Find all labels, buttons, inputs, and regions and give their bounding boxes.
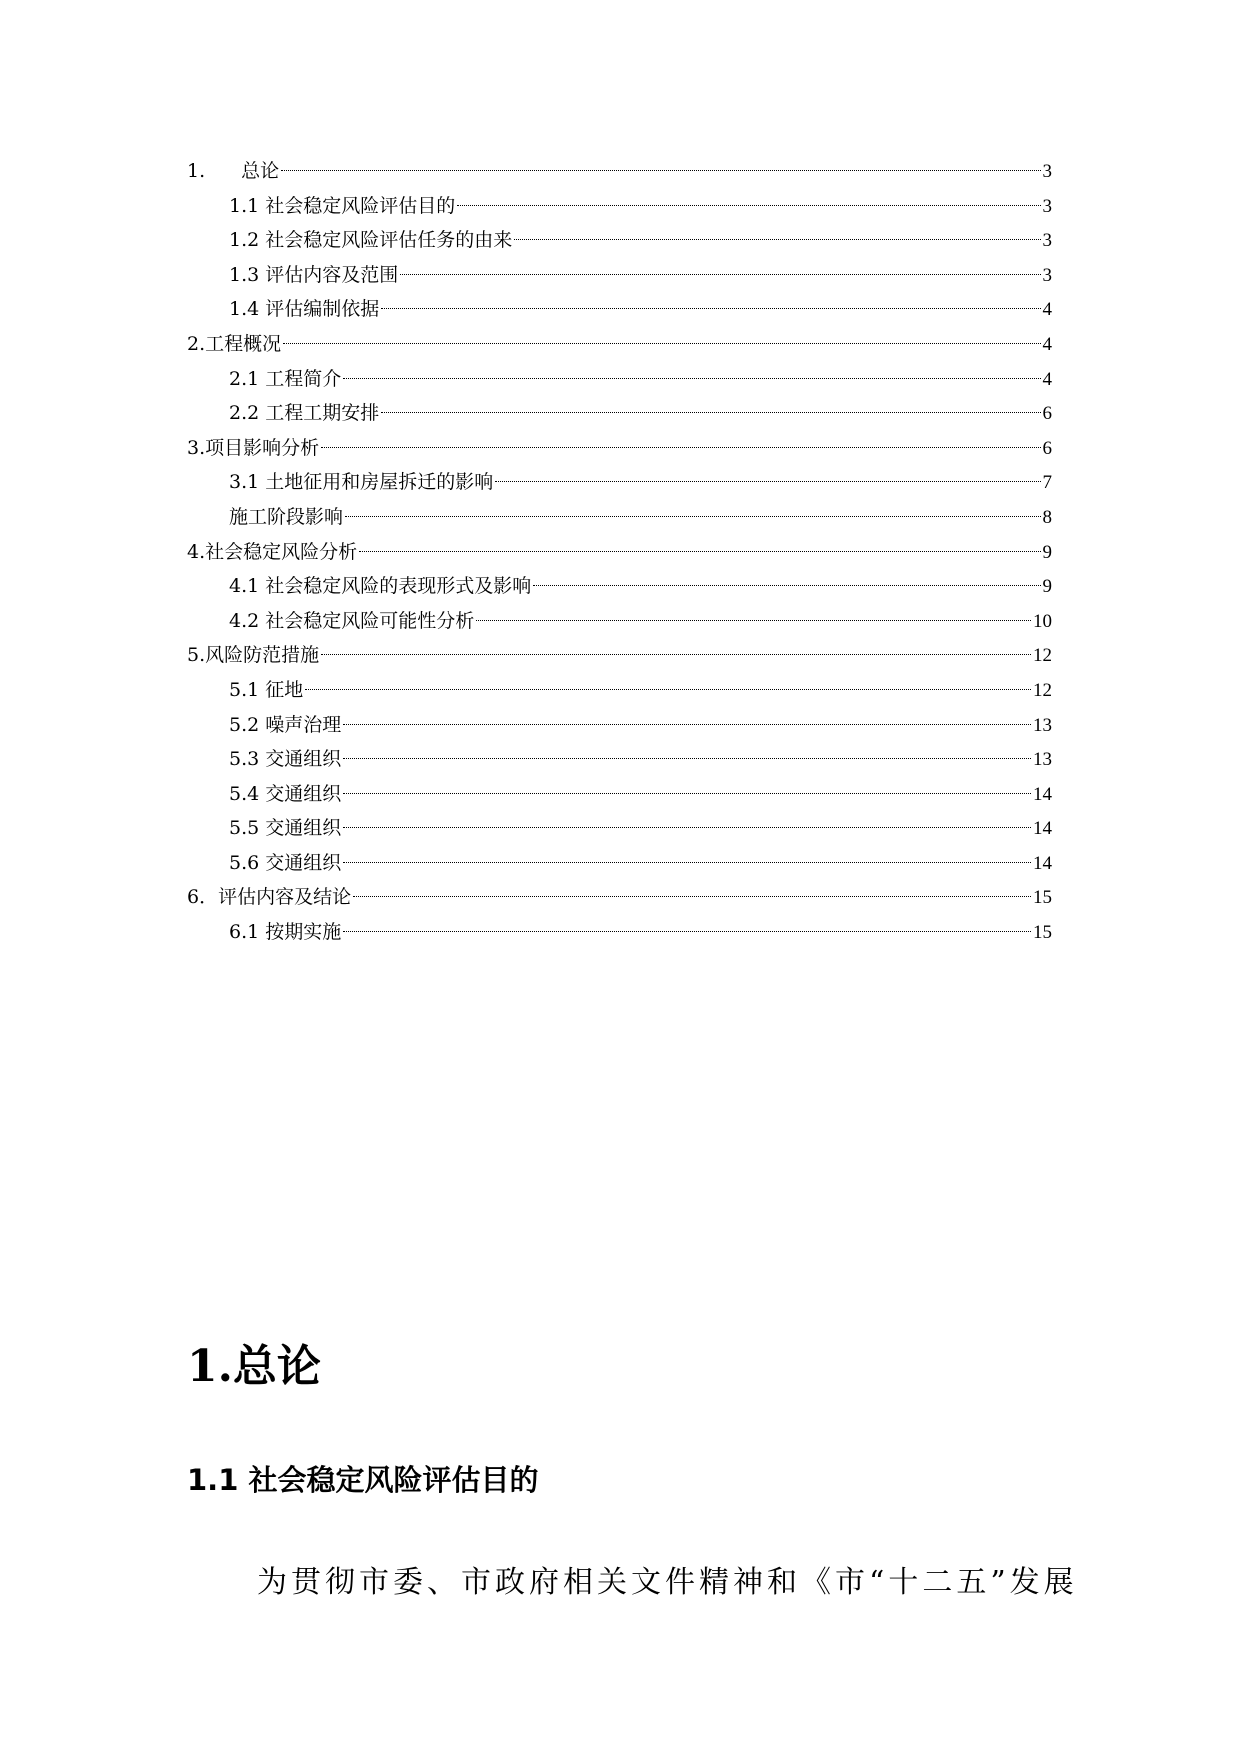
toc-dot-leader bbox=[381, 412, 1040, 413]
toc-dot-leader bbox=[359, 551, 1040, 552]
toc-page-number: 6 bbox=[1042, 437, 1052, 459]
toc-page-number: 13 bbox=[1033, 714, 1052, 736]
toc-page-number: 4 bbox=[1042, 333, 1052, 355]
toc-page-number: 14 bbox=[1033, 818, 1052, 840]
toc-entry-title bbox=[229, 189, 455, 224]
toc-entry-title bbox=[187, 154, 279, 189]
toc-dot-leader bbox=[457, 205, 1040, 206]
toc-page-number: 3 bbox=[1042, 264, 1052, 286]
toc-entry[interactable] bbox=[187, 189, 1052, 224]
toc-entry-text: 4.社会稳定风险分析 bbox=[187, 540, 358, 563]
toc-entry[interactable] bbox=[187, 777, 1052, 812]
toc-dot-leader bbox=[343, 827, 1031, 828]
toc-entry-text: 5.6 交通组织 bbox=[229, 851, 342, 874]
toc-entry[interactable] bbox=[187, 638, 1052, 673]
section-heading: 1.1 社会稳定风险评估目的 bbox=[187, 1463, 539, 1497]
toc-entry[interactable] bbox=[187, 535, 1052, 570]
toc-entry[interactable] bbox=[187, 673, 1052, 708]
chapter-heading: 1.总论 bbox=[187, 1341, 321, 1392]
toc-entry-text: 3.项目影响分析 bbox=[187, 436, 320, 459]
toc-entry[interactable] bbox=[187, 431, 1052, 466]
toc-entry-text: 1.3 评估内容及范围 bbox=[229, 263, 399, 286]
toc-entry-text: 2.2 工程工期安排 bbox=[229, 402, 380, 425]
toc-page-number: 12 bbox=[1033, 645, 1052, 667]
toc-entry-title bbox=[229, 569, 531, 604]
toc-entry-title bbox=[229, 465, 493, 500]
toc-entry[interactable] bbox=[187, 396, 1052, 431]
toc-entry-text: 5.风险防范措施 bbox=[187, 644, 320, 667]
toc-entry-text: 5.4 交通组织 bbox=[229, 782, 342, 805]
toc-entry-text: 5.3 交通组织 bbox=[229, 748, 342, 771]
toc-page-number: 6 bbox=[1042, 403, 1052, 425]
toc-entry-text: 5.2 噪声治理 bbox=[229, 713, 342, 736]
toc-entry[interactable] bbox=[187, 362, 1052, 397]
toc-page-number: 7 bbox=[1042, 472, 1052, 494]
toc-dot-leader bbox=[305, 689, 1031, 690]
toc-page-number: 3 bbox=[1042, 161, 1052, 182]
toc-entry[interactable] bbox=[187, 604, 1052, 639]
toc-entry[interactable] bbox=[187, 811, 1052, 846]
toc-entry[interactable] bbox=[187, 846, 1052, 881]
toc-page-number: 9 bbox=[1042, 541, 1052, 563]
toc-entry-title bbox=[187, 431, 319, 466]
toc-dot-leader bbox=[321, 447, 1040, 448]
toc-entry[interactable] bbox=[187, 742, 1052, 777]
toc-entry-title bbox=[229, 362, 341, 397]
toc-entry-text: 2.1 工程简介 bbox=[229, 367, 342, 390]
toc-page-number: 3 bbox=[1042, 230, 1052, 252]
toc-page-number: 15 bbox=[1033, 922, 1052, 944]
toc-entry[interactable] bbox=[187, 500, 1052, 535]
toc-entry-text: 5.1 征地 bbox=[229, 678, 304, 701]
toc-entry[interactable] bbox=[187, 880, 1052, 915]
toc-entry-text: 1.1 社会稳定风险评估目的 bbox=[229, 194, 456, 217]
toc-entry-title bbox=[187, 880, 351, 915]
toc-entry-text: 总论 bbox=[241, 160, 280, 182]
toc-dot-leader bbox=[381, 308, 1040, 309]
toc-dot-leader bbox=[514, 239, 1040, 240]
toc-dot-leader bbox=[343, 862, 1031, 863]
toc-entry-title bbox=[229, 915, 341, 950]
toc-entry-text: 6．评估内容及结论 bbox=[187, 886, 352, 909]
toc-dot-leader bbox=[353, 896, 1031, 897]
toc-entry[interactable] bbox=[187, 154, 1052, 189]
toc-dot-leader bbox=[495, 481, 1040, 482]
toc-entry-text: 1.2 社会稳定风险评估任务的由来 bbox=[229, 229, 513, 252]
toc-entry-title bbox=[187, 638, 319, 673]
toc-dot-leader bbox=[283, 343, 1040, 344]
toc-dot-leader bbox=[533, 585, 1040, 586]
body-paragraph: 为贯彻市委、市政府相关文件精神和《市“十二五”发展 bbox=[257, 1565, 1078, 1600]
toc-page-number: 10 bbox=[1033, 610, 1052, 632]
toc-entry[interactable] bbox=[187, 223, 1052, 258]
toc-entry-text: 6.1 按期实施 bbox=[229, 921, 342, 944]
toc-entry-text: 3.1 土地征用和房屋拆迁的影响 bbox=[229, 471, 494, 494]
toc-page-number: 14 bbox=[1033, 852, 1052, 874]
toc-entry[interactable] bbox=[187, 569, 1052, 604]
toc-entry-title bbox=[229, 811, 341, 846]
toc-dot-leader bbox=[476, 620, 1031, 621]
toc-entry[interactable] bbox=[187, 327, 1052, 362]
toc-entry[interactable] bbox=[187, 258, 1052, 293]
toc-entry-title bbox=[229, 708, 341, 743]
toc-page-number: 14 bbox=[1033, 783, 1052, 805]
toc-page-number: 8 bbox=[1042, 506, 1052, 528]
toc-dot-leader bbox=[343, 793, 1031, 794]
toc-dot-leader bbox=[281, 170, 1040, 171]
toc-dot-leader bbox=[345, 516, 1040, 517]
toc-entry-title bbox=[187, 327, 281, 362]
toc-entry-text: 施工阶段影响 bbox=[229, 505, 344, 528]
toc-entry-title bbox=[187, 535, 357, 570]
toc-entry-title bbox=[229, 604, 474, 639]
toc-dot-leader bbox=[343, 758, 1031, 759]
toc-entry-text: 4.1 社会稳定风险的表现形式及影响 bbox=[229, 575, 532, 598]
toc-entry-title bbox=[229, 742, 341, 777]
toc-entry-title bbox=[229, 258, 398, 293]
toc-entry-title bbox=[229, 396, 379, 431]
toc-entry-title bbox=[229, 223, 512, 258]
toc-entry-title bbox=[229, 846, 341, 881]
toc-entry-title bbox=[229, 673, 303, 708]
toc-page-number: 3 bbox=[1042, 195, 1052, 217]
toc-entry-title bbox=[229, 292, 379, 327]
toc-dot-leader bbox=[343, 378, 1040, 379]
toc-dot-leader bbox=[321, 654, 1031, 655]
toc-entry-text: 2.工程概况 bbox=[187, 332, 282, 355]
toc-page-number: 15 bbox=[1033, 887, 1052, 909]
toc-page-number: 4 bbox=[1042, 368, 1052, 390]
toc-entry[interactable] bbox=[187, 292, 1052, 327]
toc-entry-number: 1. bbox=[187, 160, 206, 182]
toc-page-number: 9 bbox=[1042, 576, 1052, 598]
toc-entry-title bbox=[229, 777, 341, 812]
toc-entry-text: 4.2 社会稳定风险可能性分析 bbox=[229, 609, 475, 632]
toc-entry[interactable] bbox=[187, 708, 1052, 743]
toc-dot-leader bbox=[343, 931, 1031, 932]
toc-dot-leader bbox=[343, 724, 1031, 725]
table-of-contents bbox=[187, 154, 1052, 950]
toc-entry-text: 5.5 交通组织 bbox=[229, 817, 342, 840]
toc-entry[interactable] bbox=[187, 915, 1052, 950]
toc-entry-text: 1.4 评估编制依据 bbox=[229, 298, 380, 321]
toc-entry[interactable] bbox=[187, 465, 1052, 500]
toc-page-number: 12 bbox=[1033, 679, 1052, 701]
toc-page-number: 13 bbox=[1033, 749, 1052, 771]
toc-dot-leader bbox=[400, 274, 1040, 275]
toc-entry-title bbox=[229, 500, 343, 535]
toc-page-number: 4 bbox=[1042, 299, 1052, 321]
